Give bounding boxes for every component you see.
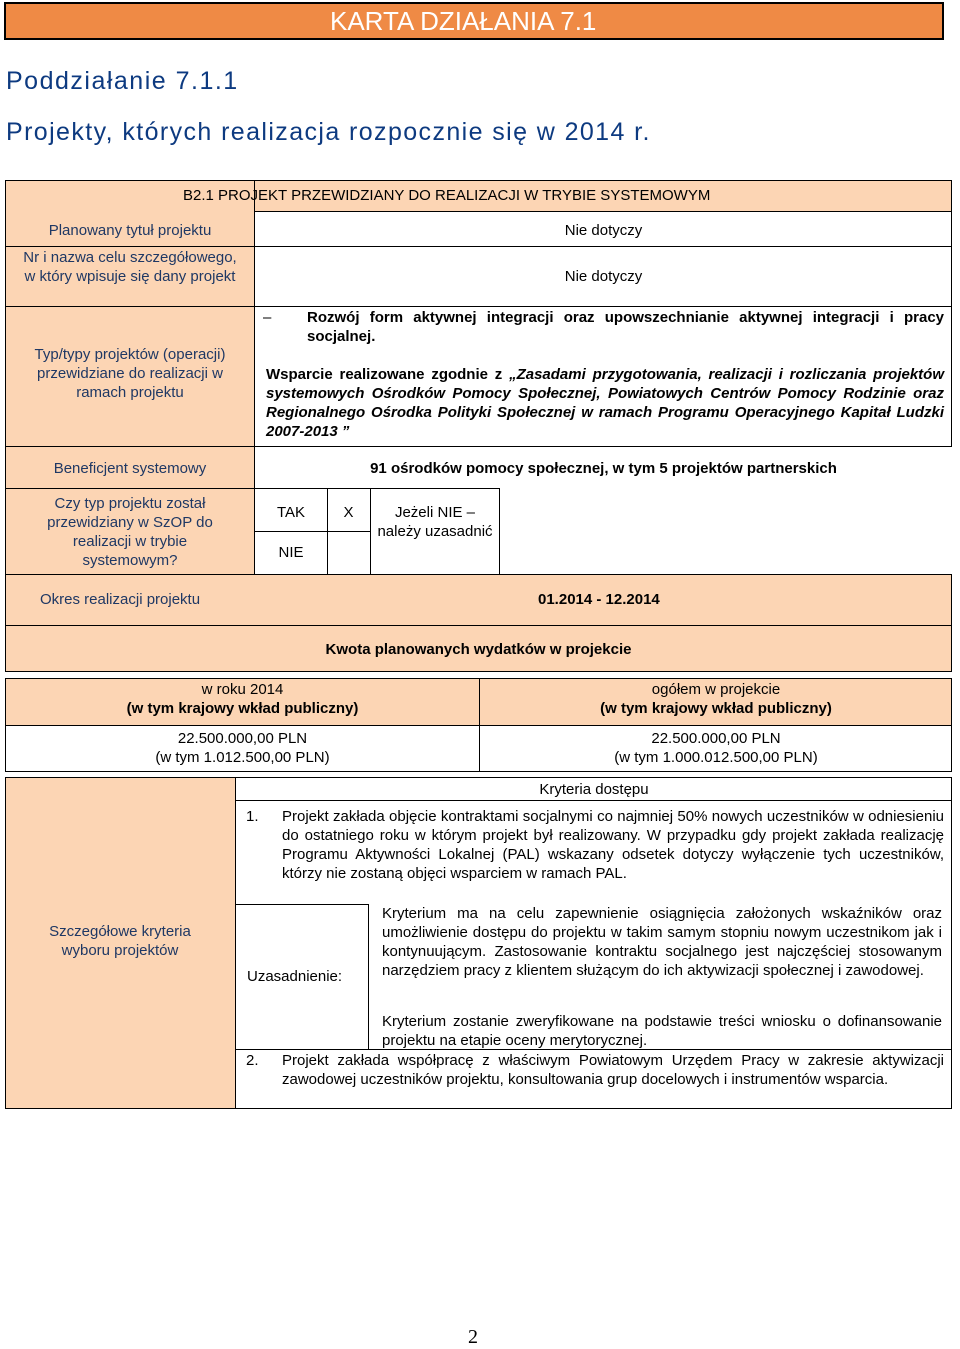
goal-value: Nie dotyczy [564,268,643,285]
support-text [266,365,944,441]
subaction-title: Poddziałanie 7.1.1 [6,67,239,95]
period-value: 01.2014 - 12.2014 [538,591,660,608]
budget-total-value-1: 22.500.000,00 PLN [651,730,781,747]
access-title: Kryteria dostępu [539,781,649,798]
budget-year-value-1: 22.500.000,00 PLN [177,730,308,747]
szop-justify-note: Jeżeli NIE – należy uzasadnić [377,504,493,540]
budget-total-header-1: ogółem w projekcie [651,681,781,698]
planned-title-label: Planowany tytuł projektu [48,222,212,239]
criterion-1-number: 1. [246,808,259,825]
divider [5,306,952,307]
beneficiary-value: 91 ośrodków pomocy społecznej, w tym 5 projektów partnerskich [370,460,837,477]
budget-total-value-2: (w tym 1.000.012.500,00 PLN) [614,749,818,766]
page-number: 2 [468,1326,478,1348]
types-label: Typ/typy projektów (operacji) przewidziane do realizacji w ramach projektu [34,346,226,401]
justification-text-1: Kryterium ma na celu zapewnienie osiągnięcia założonych wskaźników oraz umożliwienie dostępu do projektu w takim samym stopniu nowym uczestnikom jak i kontynuującym. Zastosowanie kontraktu socjalnego jest najczęściej stosowanym narzędziem pracy z klientem służącym do ich aktywizacji społecznej i zawodowej. [382,905,942,979]
divider [5,446,952,447]
criterion-2-text: Projekt zakłada współpracę z właściwym Powiatowym Urzędem Pracy w zakresie aktywizacji zawodowej uczestników projektu, konsultowania grup docelowych i instrumentów wsparcia. [282,1052,944,1088]
justification-label: Uzasadnienie: [247,968,343,985]
justification-top-line [235,904,368,905]
szop-yes-label: TAK [276,504,306,521]
bullet-marker: – [263,309,272,326]
szop-label: Czy typ projektu został przewidziany w SzOP do realizacji w trybie systemowym? [47,495,213,569]
criterion-1-text: Projekt zakłada objęcie kontraktami socjalnymi co najmniej 50% nowych uczestników w odniesieniu do ostatniego roku w którym projekt był realizowany. W przypadku gdy projekt zakłada realizację Programu Aktywności Lokalnej (PAL) wskazany odsetek dotyczy wyłączenie tych uczestników, którzy nie zostaną objęci wsparciem w ramach PAL. [282,808,944,882]
planned-title-value: Nie dotyczy [564,222,643,239]
justification-text-2: Kryterium zostanie zweryfikowane na podstawie treści wniosku o dofinansowanie projektu na etapie oceny merytorycznej. [382,1013,942,1049]
szop-yes-mark: X [343,504,354,521]
budget-title: Kwota planowanych wydatków w projekcie [325,641,632,658]
support-italic: „Zasadami przygotowania, realizacji i rozliczania projektów systemowych Ośrodków Pomocy Społecznej, Powiatowych Centrów Pomocy Rodzinie oraz Regionalnego Ośrodka Polityki Społecznej w ramach Programu Operacyjnego Kapitał Ludzki 2007-2013 ” [266,366,944,440]
card-title: KARTA DZIAŁANIA 7.1 [330,6,597,36]
section-b-right-edge [951,212,952,446]
divider [5,488,500,489]
goal-label: Nr i nazwa celu szczegółowego, w który wpisuje się dany projekt [23,249,237,285]
criteria-label: Szczegółowe kryteria wyboru projektów [49,923,191,959]
period-label: Okres realizacji projektu [40,591,201,608]
justification-col-line [368,904,369,1050]
section-b-title: B2.1 PROJEKT PRZEWIDZIANY DO REALIZACJI W TRYBIE SYSTEMOWYM [183,187,711,204]
budget-year-header-1: w roku 2014 [201,681,284,698]
divider [5,246,952,247]
szop-row-divider [255,531,370,532]
budget-year-header-2: (w tym krajowy wkład publiczny) [126,700,359,717]
szop-no-label: NIE [278,544,304,561]
szop-col-divider-2 [370,488,371,574]
beneficiary-label: Beneficjent systemowy [53,460,207,477]
criterion-2-number: 2. [246,1052,259,1069]
budget-total-header-2: (w tym krajowy wkład publiczny) [600,700,832,717]
bullet-text: Rozwój form aktywnej integracji oraz upowszechnianie aktywnej integracji i pracy socjalnej. [307,309,944,345]
budget-year-value-2: (w tym 1.012.500,00 PLN) [155,749,330,766]
page-subtitle: Projekty, których realizacja rozpocznie się w 2014 r. [6,118,651,146]
support-plain: Wsparcie realizowane zgodnie z [266,366,510,383]
szop-right-edge [499,488,500,574]
